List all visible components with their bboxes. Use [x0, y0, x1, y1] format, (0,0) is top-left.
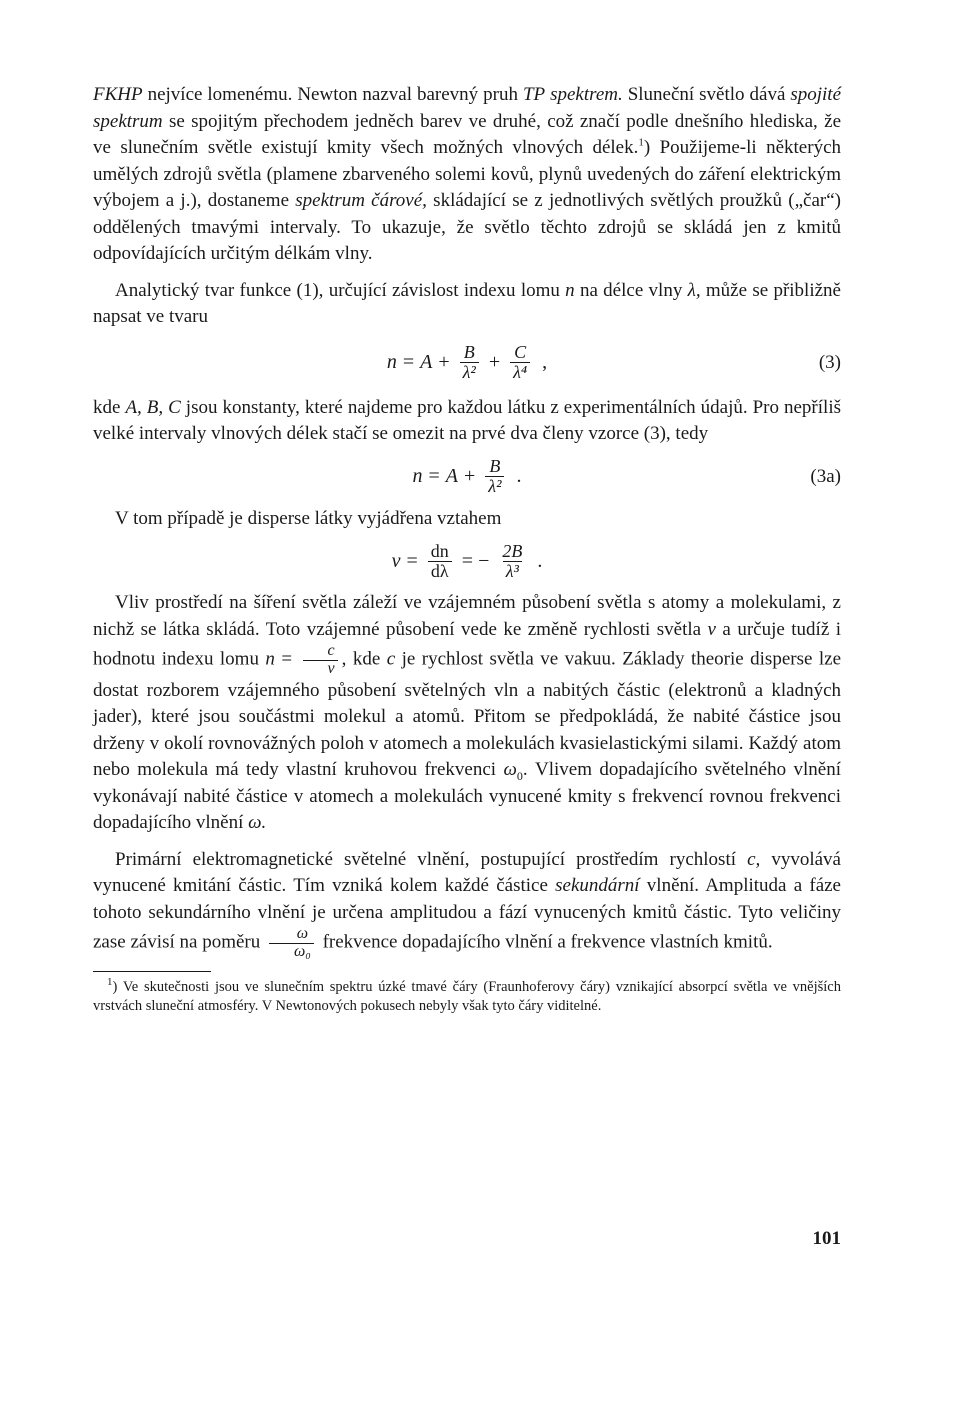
paragraph-constants [93, 395, 841, 448]
footnote-text: ) Ve skutečnosti jsou ve slunečním spektru úzké tmavé čáry (Fraunhoferovy čáry) vznikající absorpcí světla ve vnějších vrstvách sluneční atmosféry. V Newtonových pokusech nebyly však tyto čáry viditelné. [93, 978, 841, 1014]
eq-equals: = [406, 549, 418, 572]
footnote [93, 975, 841, 1016]
equation-3 [93, 331, 841, 395]
eq-lhs: n [386, 351, 397, 373]
equation-3a [93, 448, 841, 506]
eq-equals-minus: = − [461, 549, 490, 572]
text-fkhp: FKHP [93, 84, 143, 105]
eq-plus: + [488, 351, 501, 373]
denominator: λ⁴ [510, 362, 530, 382]
text-spektrum-carove: spektrum čárové, [295, 190, 427, 211]
fraction-dn-dlambda [428, 542, 452, 581]
paragraph-medium-influence [93, 590, 841, 837]
footnote-mark: 1 [107, 975, 113, 988]
text: Analytický tvar funkce (1), určující závislost indexu lomu [115, 279, 566, 301]
text: = [274, 648, 299, 670]
text: na délce vlny [574, 279, 688, 301]
paragraph-dispersion [93, 506, 841, 533]
equation-number: (3) [818, 351, 841, 373]
eq-equals: = [428, 465, 440, 487]
text: skládající se z jednotlivých světlých proužků („čar“) oddělených tmavými intervaly. To ukazuje, že světlo těchto zdrojů se skládá jen z kmitů odpovídajících určitým délkám vlny. [93, 190, 841, 264]
text-spektrem: spektrem. [550, 84, 623, 105]
denominator: v [303, 660, 338, 678]
var-n: n [265, 648, 275, 670]
denominator: ω₀ [269, 943, 314, 961]
fraction-b-lambda2 [460, 343, 479, 382]
var-n: n [565, 279, 575, 301]
numerator: B [489, 456, 501, 477]
eq-punctuation: . [516, 465, 522, 487]
page-body [93, 82, 841, 1016]
denominator: λ² [460, 362, 479, 382]
text: ) Použijeme-li některých umělých zdrojů světla (plamene zbarveného solemi kovů, plynů uvedených do záření elektrickým výbojem a j.), dostaneme [93, 137, 842, 211]
text: Sluneční světlo dává [622, 84, 791, 105]
numerator: C [514, 342, 527, 363]
var-omega: ω [503, 759, 517, 781]
numerator: dn [430, 540, 449, 561]
eq-lhs: ν [391, 549, 401, 572]
fraction-c-v [303, 643, 338, 678]
text-tp: TP [522, 84, 546, 105]
text-sekundarni: sekundární [555, 875, 640, 897]
text: Vliv prostředí na šíření světla záleží ve vzájemném působení světla s atomy a molekulami, z nichž se látka skládá. Toto vzájemné působení vede ke změně rychlosti světla [93, 592, 841, 640]
equation-dispersion [93, 532, 841, 590]
text: vlnění. Amplituda a fáze tohoto sekundárního vlnění je určena amplitudou a fází vynucených kmitů částic. Tyto veličiny zase závisí na poměru [93, 875, 841, 953]
var-lambda: λ, [687, 279, 701, 301]
footnote-divider [93, 971, 211, 972]
eq-punctuation: , [542, 351, 548, 373]
text: kde [93, 396, 126, 418]
equation-number: (3a) [810, 465, 841, 487]
eq-term-a: A [420, 351, 433, 373]
fraction-c-lambda4 [510, 343, 530, 382]
text: se spojitým přechodem jedněch barev ve druhé, což značí podle dnešního hlediska, že ve slunečním světle existují kmity všech možných vlnových délek. [93, 110, 841, 158]
numerator: c [327, 642, 335, 659]
text: může se přibližně napsat ve tvaru [93, 279, 841, 327]
fraction-b-lambda2 [485, 457, 504, 496]
paragraph-spectrum [93, 82, 841, 268]
var-omega: ω. [248, 812, 267, 834]
text: nejvíce lomenému. Newton nazval barevný pruh [142, 84, 523, 105]
text: V tom případě je disperse látky vyjádřena vztahem [115, 507, 502, 529]
page-number: 101 [812, 1228, 841, 1249]
var-c: c [386, 648, 396, 670]
text: , kde [341, 648, 387, 670]
text: jsou konstanty, které najdeme pro každou látku z experimentálních údajů. Pro nepříliš velké intervaly vlnových délek stačí se omezit na prvé dva členy vzorce (3), tedy [93, 396, 841, 444]
var-c: c, [747, 848, 761, 870]
paragraph-analytic-form [93, 278, 841, 331]
text: a určuje tudíž i hodnotu indexu lomu [93, 618, 841, 670]
text: je rychlost světla ve vakuu. Základy theorie disperse lze dostat rozborem vzájemného působení světelných vln a nabitých částic (elektronů a kladných jader), které jsou součástmi molekul a atomů. Přitom se předpokládá, že nabité částice jsou drženy v okolí rovnovážných poloh v atomech a molekulách kvasielastickými silami. Každý atom nebo molekula má tedy vlastní kruhovou frekvenci [93, 648, 841, 781]
paragraph-secondary-wave [93, 847, 841, 961]
eq-plus: + [438, 351, 450, 373]
denominator: λ² [485, 476, 504, 496]
text: Primární elektromagnetické světelné vlnění, postupující prostředím rychlostí [115, 848, 748, 870]
var-v: v [707, 618, 716, 640]
fraction-2b-lambda3 [499, 542, 525, 581]
denominator: dλ [428, 561, 452, 581]
eq-equals: = [402, 351, 415, 373]
eq-plus: + [464, 465, 476, 487]
numerator: ω [296, 925, 309, 943]
footnote-mark: 1 [638, 136, 644, 149]
eq-lhs: n [412, 465, 423, 487]
text: . Vlivem dopadajícího světelného vlnění vykonávají nabité částice v atomech a molekulách vynucené kmity s frekvencí rovnou frekvenci dopadajícího vlnění [93, 759, 841, 834]
numerator: B [463, 342, 475, 363]
numerator: 2B [502, 540, 523, 561]
subscript-zero: 0 [516, 768, 523, 783]
eq-term-a: A [445, 465, 458, 487]
text: vyvolává vynucené kmitání částic. Tím vzniká kolem každé částice [93, 848, 841, 897]
eq-punctuation: . [537, 549, 543, 572]
fraction-omega-omega0 [269, 926, 314, 961]
text-spojite-spektrum: spojité spektrum [93, 84, 842, 132]
vars-abc: A, B, C [125, 396, 181, 418]
text: frekvence dopadajícího vlnění a frekvence vlastních kmitů. [317, 931, 773, 953]
denominator: λ³ [503, 561, 522, 581]
